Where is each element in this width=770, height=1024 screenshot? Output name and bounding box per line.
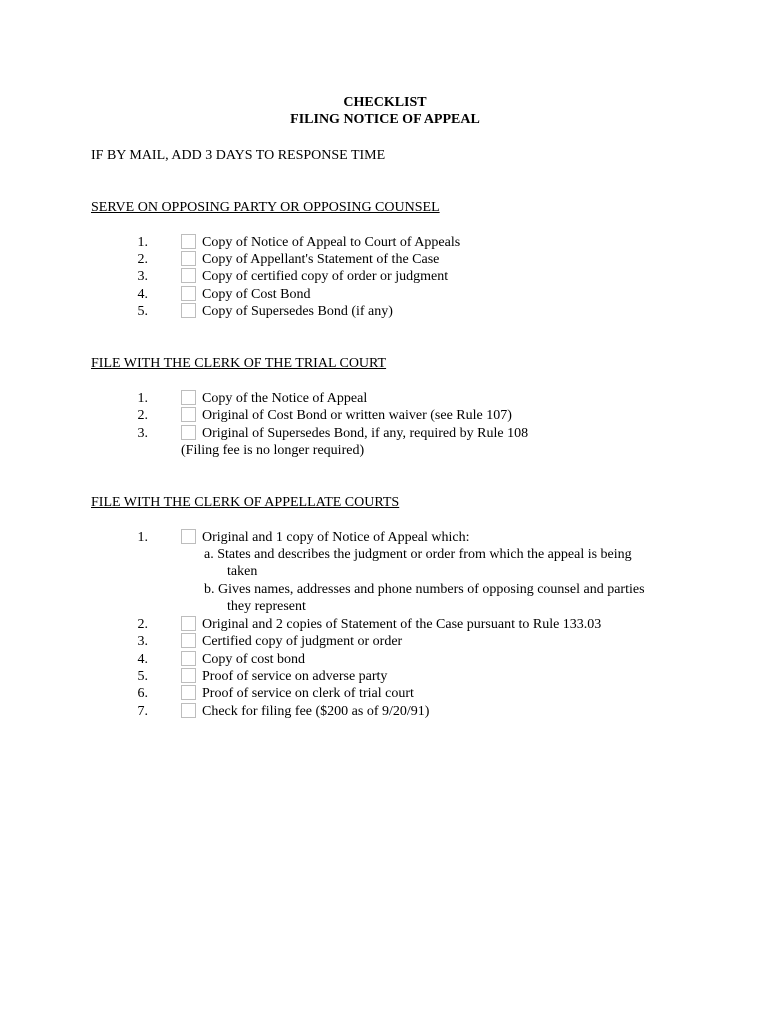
- checkbox[interactable]: [181, 286, 196, 301]
- item-number: 1.: [137, 235, 148, 250]
- section-heading-serve: SERVE ON OPPOSING PARTY OR OPPOSING COUNSEL: [91, 200, 440, 215]
- item-number: 4.: [137, 652, 148, 667]
- item-number: 3.: [137, 269, 148, 284]
- item-number: 3.: [137, 426, 148, 441]
- checklist-item: Copy of certified copy of order or judgment: [202, 269, 449, 284]
- item-number: 2.: [137, 408, 148, 423]
- checkbox[interactable]: [181, 234, 196, 249]
- checkbox[interactable]: [181, 616, 196, 631]
- item-number: 5.: [137, 304, 148, 319]
- checklist-item: Copy of the Notice of Appeal: [202, 391, 368, 406]
- checkbox[interactable]: [181, 407, 196, 422]
- sub-item-b-continued: they represent: [227, 599, 306, 614]
- filing-fee-note: (Filing fee is no longer required): [181, 443, 365, 458]
- checkbox[interactable]: [181, 268, 196, 283]
- item-number: 6.: [137, 686, 148, 701]
- checklist-item: Proof of service on clerk of trial court: [202, 686, 414, 701]
- sub-item-a-continued: taken: [227, 564, 258, 579]
- item-number: 1.: [137, 391, 148, 406]
- checklist-item: Original and 2 copies of Statement of the Case pursuant to Rule 133.03: [202, 617, 602, 632]
- item-number: 2.: [137, 252, 148, 267]
- item-number: 5.: [137, 669, 148, 684]
- checkbox[interactable]: [181, 651, 196, 666]
- mail-note: IF BY MAIL, ADD 3 DAYS TO RESPONSE TIME: [91, 148, 386, 163]
- item-number: 2.: [137, 617, 148, 632]
- document-title: CHECKLIST: [343, 95, 427, 110]
- checklist-item: Certified copy of judgment or order: [202, 634, 403, 649]
- checkbox[interactable]: [181, 668, 196, 683]
- item-number: 7.: [137, 704, 148, 719]
- checkbox[interactable]: [181, 390, 196, 405]
- checklist-item: Copy of cost bond: [202, 652, 306, 667]
- item-number: 4.: [137, 287, 148, 302]
- item-number: 3.: [137, 634, 148, 649]
- checkbox[interactable]: [181, 425, 196, 440]
- checklist-item: Original and 1 copy of Notice of Appeal which:: [202, 530, 470, 545]
- sub-item-a: a. States and describes the judgment or order from which the appeal is being: [204, 547, 632, 562]
- checkbox[interactable]: [181, 529, 196, 544]
- checklist-item: Proof of service on adverse party: [202, 669, 388, 684]
- checkbox[interactable]: [181, 685, 196, 700]
- item-number: 1.: [137, 530, 148, 545]
- section-heading-trial-court: FILE WITH THE CLERK OF THE TRIAL COURT: [91, 356, 387, 371]
- checklist-item: Original of Cost Bond or written waiver (see Rule 107): [202, 408, 512, 423]
- sub-item-b: b. Gives names, addresses and phone numbers of opposing counsel and parties: [204, 582, 645, 597]
- document-subtitle: FILING NOTICE OF APPEAL: [290, 112, 480, 127]
- checklist-item: Copy of Appellant's Statement of the Case: [202, 252, 440, 267]
- checklist-item: Copy of Notice of Appeal to Court of Appeals: [202, 235, 461, 250]
- checklist-item: Original of Supersedes Bond, if any, required by Rule 108: [202, 426, 529, 441]
- checklist-item: Copy of Supersedes Bond (if any): [202, 304, 393, 319]
- checklist-item: Check for filing fee ($200 as of 9/20/91): [202, 704, 430, 719]
- checkbox[interactable]: [181, 633, 196, 648]
- checkbox[interactable]: [181, 251, 196, 266]
- section-heading-appellate-courts: FILE WITH THE CLERK OF APPELLATE COURTS: [91, 495, 400, 510]
- checkbox[interactable]: [181, 303, 196, 318]
- checklist-item: Copy of Cost Bond: [202, 287, 311, 302]
- checkbox[interactable]: [181, 703, 196, 718]
